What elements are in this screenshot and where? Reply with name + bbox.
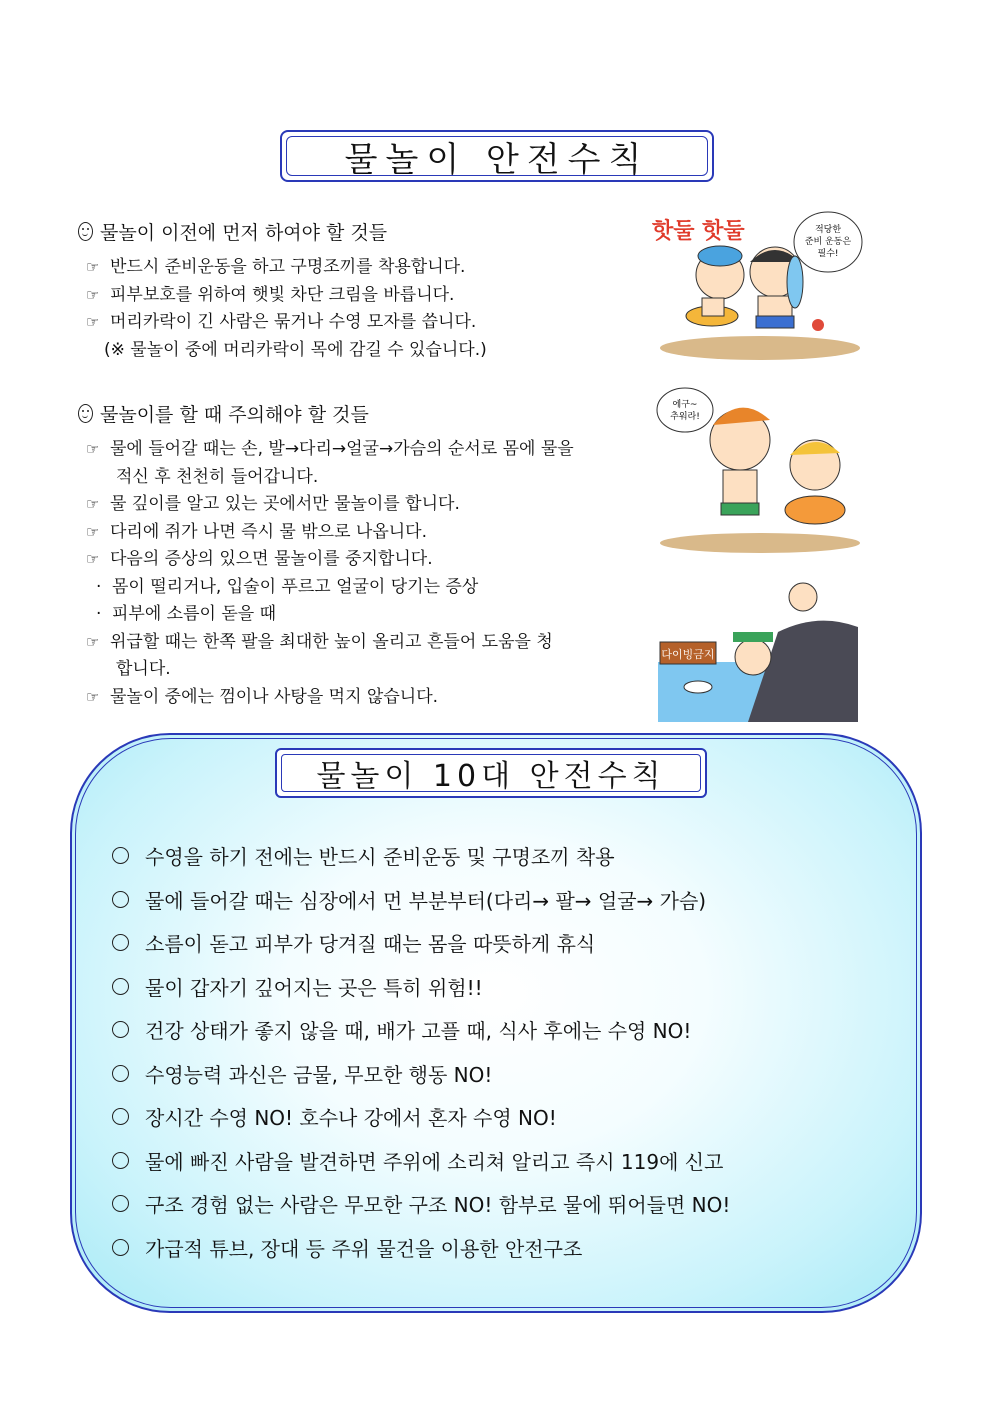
rule-item: 구조 경험 없는 사람은 무모한 구조 NO! 함부로 물에 뛰어들면 NO! [112, 1182, 892, 1226]
warmup-kids-illustration [650, 200, 865, 360]
list-item: ☞ 다리에 쥐가 나면 즉시 물 밖으로 나옵니다. [78, 519, 658, 547]
diving-illustration [658, 572, 858, 722]
pointing-hand-icon: ☞ [86, 258, 100, 276]
list-item: ☞ 물놀이 중에는 껌이나 사탕을 먹지 않습니다. [78, 684, 658, 712]
pointing-hand-icon: ☞ [86, 687, 100, 706]
rule-item: 건강 상태가 좋지 않을 때, 배가 고플 때, 식사 후에는 수영 NO! [112, 1008, 892, 1052]
speech-bubble [657, 388, 713, 432]
svg-text:준비 운동은: 준비 운동은 [804, 237, 852, 247]
rule-item: 가급적 튜브, 장대 등 주위 물건을 이용한 안전구조 [112, 1226, 892, 1270]
list-item: ☞ 다음의 증상의 있으면 물놀이를 중지합니다. [78, 546, 658, 574]
circle-icon [112, 891, 129, 908]
ten-rules-title: 물놀이 10대 안전수칙 [281, 754, 701, 792]
smiley-icon [78, 404, 93, 423]
pointing-hand-icon: ☞ [86, 522, 100, 541]
ten-rules-title-box [275, 748, 707, 798]
sub-item: · 몸이 떨리거나, 입술이 푸르고 얼굴이 당기는 증상 [96, 576, 479, 597]
pointing-hand-icon: ☞ [86, 313, 100, 331]
list-item-continuation: 적신 후 천천히 들어갑니다. [116, 466, 319, 487]
rule-item: 장시간 수영 NO! 호수나 강에서 혼자 수영 NO! [112, 1095, 892, 1139]
circle-icon [112, 1108, 129, 1125]
list-item: ☞ 물에 들어갈 때는 손, 발→다리→얼굴→가슴의 순서로 몸에 물을 [78, 436, 658, 464]
list-item: ☞ 반드시 준비운동을 하고 구명조끼를 착용합니다. [78, 254, 658, 282]
list-item: ☞ 피부보호를 위하여 햇빛 차단 크림을 바릅니다. [78, 282, 658, 310]
ten-rules-list [112, 834, 892, 1269]
list-item: ☞ 위급할 때는 한쪽 팔을 최대한 높이 올리고 흔들어 도움을 청 [78, 629, 658, 657]
circle-icon [112, 1065, 129, 1082]
list-item-continuation: 합니다. [116, 659, 171, 679]
main-title-box [280, 130, 714, 182]
sub-item: · 피부에 소름이 돋을 때 [96, 604, 277, 624]
pointing-hand-icon: ☞ [86, 495, 100, 513]
circle-icon [112, 1239, 129, 1256]
svg-text:에구~: 에구~ [672, 400, 698, 410]
list-item: ☞ 물 깊이를 알고 있는 곳에서만 물놀이를 합니다. [78, 491, 658, 519]
svg-text:다이빙금지: 다이빙금지 [661, 648, 715, 661]
circle-icon [112, 1195, 129, 1212]
pointing-hand-icon: ☞ [86, 285, 100, 304]
rule-item: 수영을 하기 전에는 반드시 준비운동 및 구명조끼 착용 [112, 834, 892, 878]
rule-item: 물이 갑자기 깊어지는 곳은 특히 위험!! [112, 965, 892, 1009]
pointing-hand-icon: ☞ [86, 632, 100, 651]
smiley-icon [78, 222, 93, 241]
section-during-heading: 물놀이를 할 때 주의해야 할 것들 [78, 398, 658, 428]
pointing-hand-icon: ☞ [86, 440, 100, 458]
section-during [78, 398, 658, 711]
cold-kids-illustration [655, 385, 865, 555]
rule-item: 물에 들어갈 때는 심장에서 먼 부분부터(다리→ 팔→ 얼굴→ 가슴) [112, 878, 892, 922]
note: (※ 물놀이 중에 머리카락이 목에 감길 수 있습니다.) [104, 339, 487, 360]
circle-icon [112, 934, 129, 951]
section-before [78, 216, 658, 364]
svg-text:추워라!: 추워라! [670, 412, 700, 422]
circle-icon [112, 978, 129, 995]
rule-item: 소름이 돋고 피부가 당겨질 때는 몸을 따뜻하게 휴식 [112, 921, 892, 965]
circle-icon [112, 1152, 129, 1169]
rule-item: 물에 빠진 사람을 발견하면 주위에 소리쳐 알리고 즉시 119에 신고 [112, 1139, 892, 1183]
circle-icon [112, 1021, 129, 1038]
svg-text:필수!: 필수! [817, 249, 839, 259]
pointing-hand-icon: ☞ [86, 550, 100, 568]
svg-text:적당한: 적당한 [814, 225, 842, 235]
rule-item: 수영능력 과신은 금물, 무모한 행동 NO! [112, 1052, 892, 1096]
circle-icon [112, 847, 129, 864]
list-item: ☞ 머리카락이 긴 사람은 묶거나 수영 모자를 씁니다. [78, 309, 658, 337]
shiver-text: 핫둘 핫둘 [652, 219, 745, 244]
section-before-heading: 물놀이 이전에 먼저 하여야 할 것들 [78, 216, 658, 246]
main-title: 물놀이 안전수칙 [286, 136, 708, 176]
